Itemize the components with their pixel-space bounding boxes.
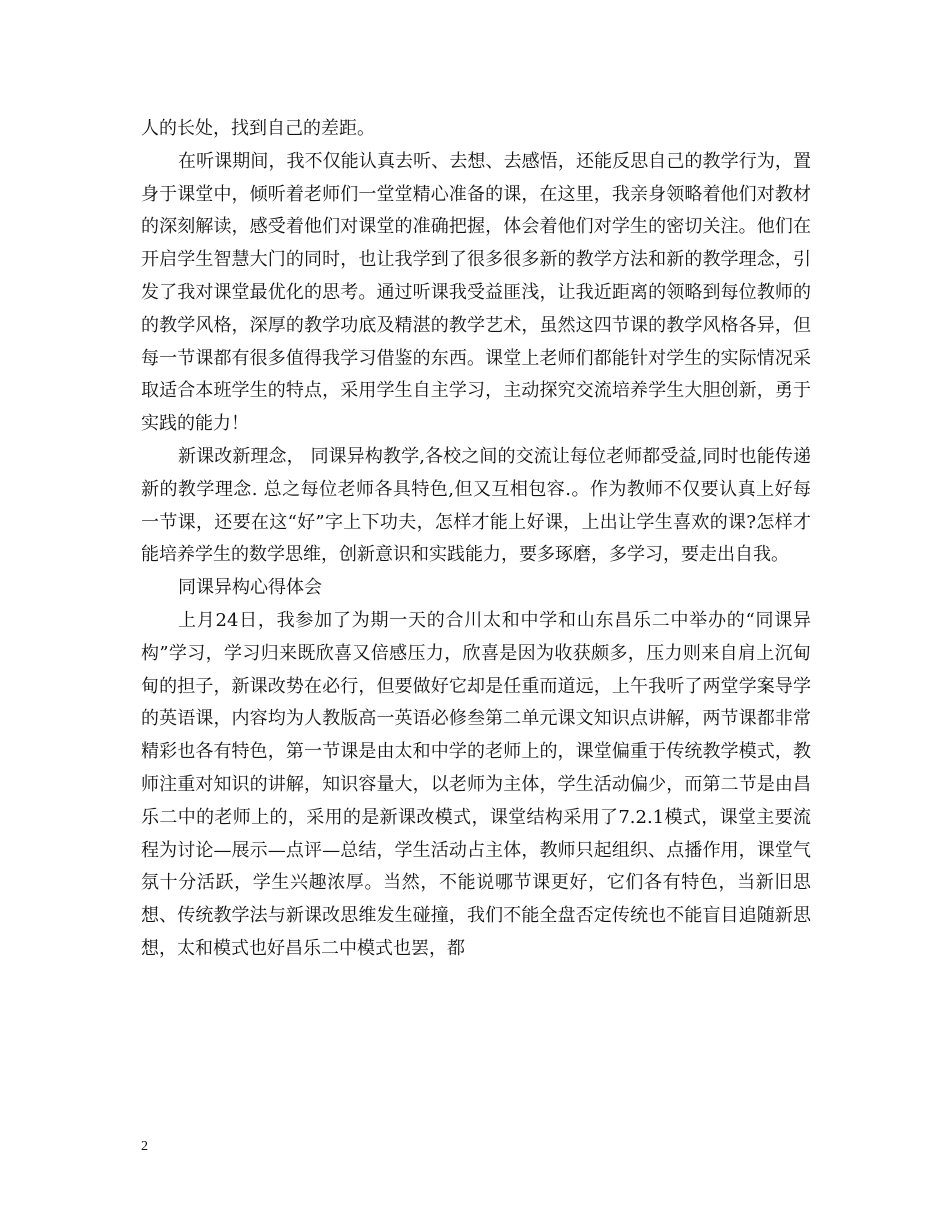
page-number: 2	[141, 1139, 148, 1154]
paragraph-listening-reflection: 在听课期间，我不仅能认真去听、去想、去感悟，还能反思自己的教学行为，置身于课堂中，倾听着老师们一堂堂精心准备的课，在这里，我亲身领略着他们对教材的深刻解读，感受着他们对课堂的准确把握，体会着他们对学生的密切关注。他们在开启学生智慧大门的同时，也让我学到了很多很多新的教学方法和新的教学理念，引发了我对课堂最优化的思考。通过听课我受益匪浅，让我近距离的领略到每位教师的的教学风格，深厚的教学功底及精湛的教学艺术，虽然这四节课的教学风格各异，但每一节课都有很多值得我学习借鉴的东西。课堂上老师们都能针对学生的实际情况采取适合本班学生的特点，采用学生自主学习，主动探究交流培养学生大胆创新，勇于实践的能力！	[141, 150, 811, 435]
paragraph-new-curriculum: 新课改新理念， 同课异构教学,各校之间的交流让每位老师都受益,同时也能传递新的教学理念. 总之每位老师各具特色,但又互相包容.。作为教师不仅要认真上好每一节课，还要在这“好”字上下功夫，怎样才能上好课，上出让学生喜欢的课?怎样才能培养学生的数学思维，创新意识和实践能力，要多琢磨，多学习，要走出自我。	[141, 445, 811, 566]
section-heading: 同课异构心得体会	[178, 577, 322, 599]
paragraph-continuation: 人的长处，找到自己的差距。	[141, 118, 375, 139]
paragraph-lesson-comparison: 上月24日，我参加了为期一天的合川太和中学和山东昌乐二中举办的“同课异构”学习，学习归来既欣喜又倍感压力，欣喜是因为收获颇多，压力则来自肩上沉甸甸的担子，新课改势在必行，但要做好它却是任重而道远，上午我听了两堂学案导学的英语课，内容均为人教版高一英语必修叁第二单元课文知识点讲解，两节课都非常精彩也各有特色，第一节课是由太和中学的老师上的，课堂偏重于传统教学模式，教师注重对知识的讲解，知识容量大，以老师为主体，学生活动偏少，而第二节是由昌乐二中的老师上的，采用的是新课改模式，课堂结构采用了7.2.1模式，课堂主要流程为讨论—展示—点评—总结，学生活动占主体，教师只起组织、点播作用，课堂气氛十分活跃，学生兴趣浓厚。当然，不能说哪节课更好，它们各有特色，当新旧思想、传统教学法与新课改思维发生碰撞，我们不能全盘否定传统也不能盲目追随新思想，太和模式也好昌乐二中模式也罢，都	[141, 609, 811, 959]
document-body	[141, 113, 811, 966]
